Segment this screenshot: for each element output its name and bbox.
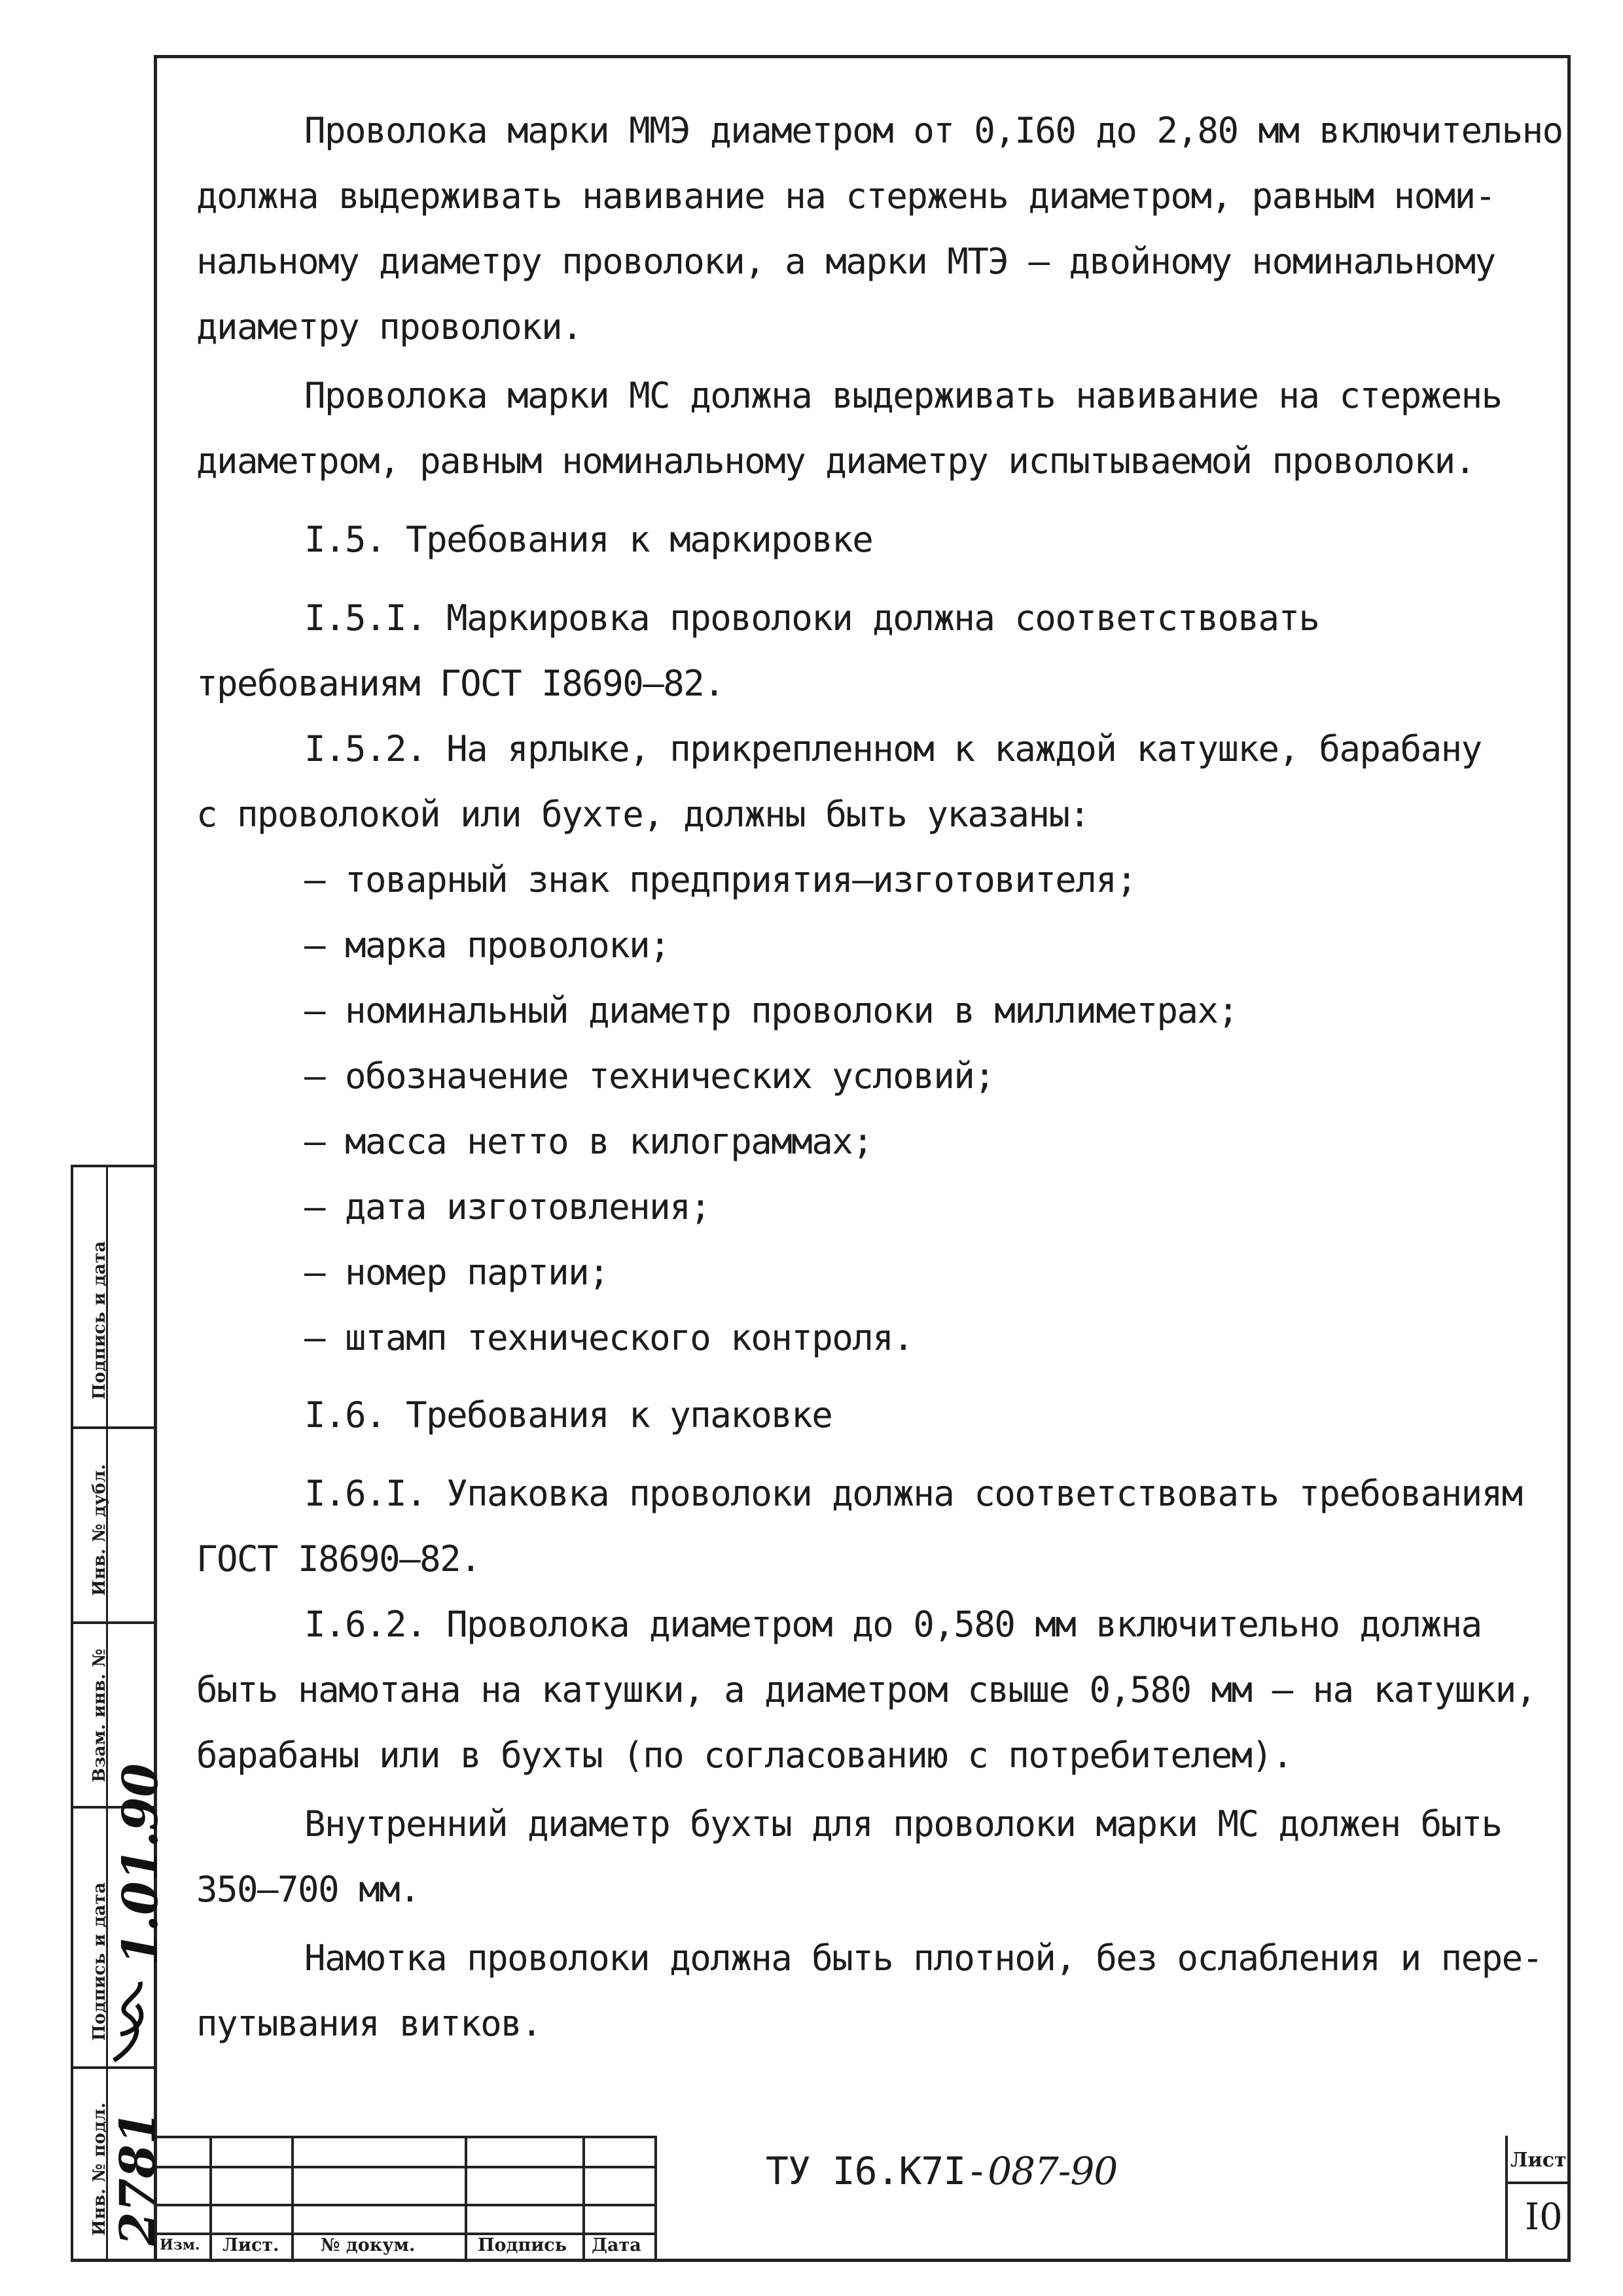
paragraph-line: барабаны или в бухты (по согласованию с потребителем). bbox=[196, 1735, 1293, 1776]
stamp-label: Подпись и дата bbox=[90, 1882, 109, 2041]
tb-rule bbox=[582, 2136, 585, 2260]
frame-top-border bbox=[154, 55, 1571, 58]
sheet-number: I0 bbox=[1525, 2196, 1563, 2238]
tb-label-list: Лист. bbox=[223, 2235, 279, 2255]
section-heading: I.5. Требования к маркировке bbox=[304, 519, 873, 560]
signature-mark-icon bbox=[107, 1969, 154, 2067]
paragraph-line: быть намотана на катушки, а диаметром свыше 0,580 мм – на катушки, bbox=[196, 1669, 1536, 1710]
list-item: – марка проволоки; bbox=[304, 925, 670, 966]
tb-rule bbox=[209, 2136, 212, 2260]
tb-rule bbox=[157, 2136, 654, 2138]
stamp-cell-signature-date-1 bbox=[73, 1165, 156, 1426]
paragraph-line: путывания витков. bbox=[196, 2003, 542, 2044]
stamp-cell-dup-inv bbox=[73, 1426, 156, 1621]
tb-rule bbox=[465, 2136, 467, 2260]
list-item: – масса нетто в килограммах; bbox=[304, 1121, 873, 1162]
list-item: – дата изготовления; bbox=[304, 1186, 711, 1227]
left-stamp-strip bbox=[71, 1165, 169, 2260]
tb-label-date: Дата bbox=[592, 2235, 641, 2255]
paragraph-line: ГОСТ I8690–82. bbox=[196, 1538, 481, 1580]
section-heading: I.6. Требования к упаковке bbox=[304, 1394, 832, 1436]
paragraph-line: диаметром, равным номинальному диаметру испытываемой проволоки. bbox=[196, 440, 1475, 482]
frame-right-border bbox=[1567, 55, 1571, 2261]
paragraph-line: нальному диаметру проволоки, а марки МТЭ – двойному номинальному bbox=[196, 241, 1495, 282]
tb-rule bbox=[1505, 2181, 1567, 2184]
stamp-label: Инв. № дубл. bbox=[90, 1464, 109, 1596]
paragraph-line: I.6.2. Проволока диаметром до 0,580 мм включительно должна bbox=[304, 1604, 1482, 1645]
tb-rule bbox=[291, 2136, 294, 2260]
document-designation-printed: ТУ I6.К7I- bbox=[766, 2149, 988, 2193]
stamp-label: Инв. № подл. bbox=[90, 2102, 109, 2236]
paragraph-line: должна выдерживать навивание на стержень диаметром, равным номи- bbox=[196, 175, 1495, 217]
paragraph-line: требованиям ГОСТ I8690–82. bbox=[196, 663, 724, 704]
tb-rule bbox=[157, 2204, 654, 2206]
paragraph-line: диаметру проволоки. bbox=[196, 306, 582, 347]
stamp-label: Подпись и дата bbox=[90, 1241, 109, 1400]
paragraph-line: 350–700 мм. bbox=[196, 1869, 420, 1910]
tb-rule bbox=[654, 2136, 657, 2260]
document-designation bbox=[766, 2149, 1117, 2193]
paragraph-line: I.6.I. Упаковка проволоки должна соответствовать требованиям bbox=[304, 1473, 1522, 1514]
handwritten-inventory-number: 2781 bbox=[110, 2111, 166, 2246]
paragraph-line: I.5.I. Маркировка проволоки должна соответствовать bbox=[304, 597, 1319, 639]
stamp-label: Взам. инв. № bbox=[90, 1648, 109, 1782]
paragraph-line: Проволока марки ММЭ диаметром от 0,I60 до 2,80 мм включительно bbox=[304, 110, 1563, 151]
list-item: – номер партии; bbox=[304, 1252, 609, 1293]
sheet-label: Лист bbox=[1510, 2149, 1567, 2172]
list-item: – обозначение технических условий; bbox=[304, 1055, 995, 1097]
paragraph-line: с проволокой или бухте, должны быть указаны: bbox=[196, 794, 1090, 835]
paragraph-line: I.5.2. На ярлыке, прикрепленном к каждой катушке, барабану bbox=[304, 728, 1482, 769]
paragraph-line: Внутренний диаметр бухты для проволоки марки МС должен быть bbox=[304, 1803, 1502, 1845]
list-item: – товарный знак предприятия–изготовителя; bbox=[304, 859, 1137, 900]
list-item: – номинальный диаметр проволоки в миллиметрах; bbox=[304, 990, 1238, 1031]
list-item: – штамп технического контроля. bbox=[304, 1317, 914, 1358]
paragraph-line: Намотка проволоки должна быть плотной, без ослабления и пере- bbox=[304, 1937, 1543, 1979]
tb-label-signature: Подпись bbox=[478, 2235, 567, 2255]
tb-label-doc-no: № докум. bbox=[321, 2235, 416, 2255]
tb-rule bbox=[157, 2166, 654, 2168]
tb-rule bbox=[1505, 2136, 1508, 2260]
paragraph-line: Проволока марки МС должна выдерживать навивание на стержень bbox=[304, 375, 1502, 416]
tb-label-izm: Изм. bbox=[160, 2236, 200, 2253]
document-designation-handwritten: 087-90 bbox=[988, 2149, 1118, 2193]
stamp-cell-signature-date-2 bbox=[73, 1763, 169, 2066]
stamp-cell-orig-inv bbox=[73, 2066, 166, 2260]
title-block bbox=[157, 2136, 1567, 2260]
handwritten-date: 1.01.90 bbox=[113, 1763, 169, 1966]
